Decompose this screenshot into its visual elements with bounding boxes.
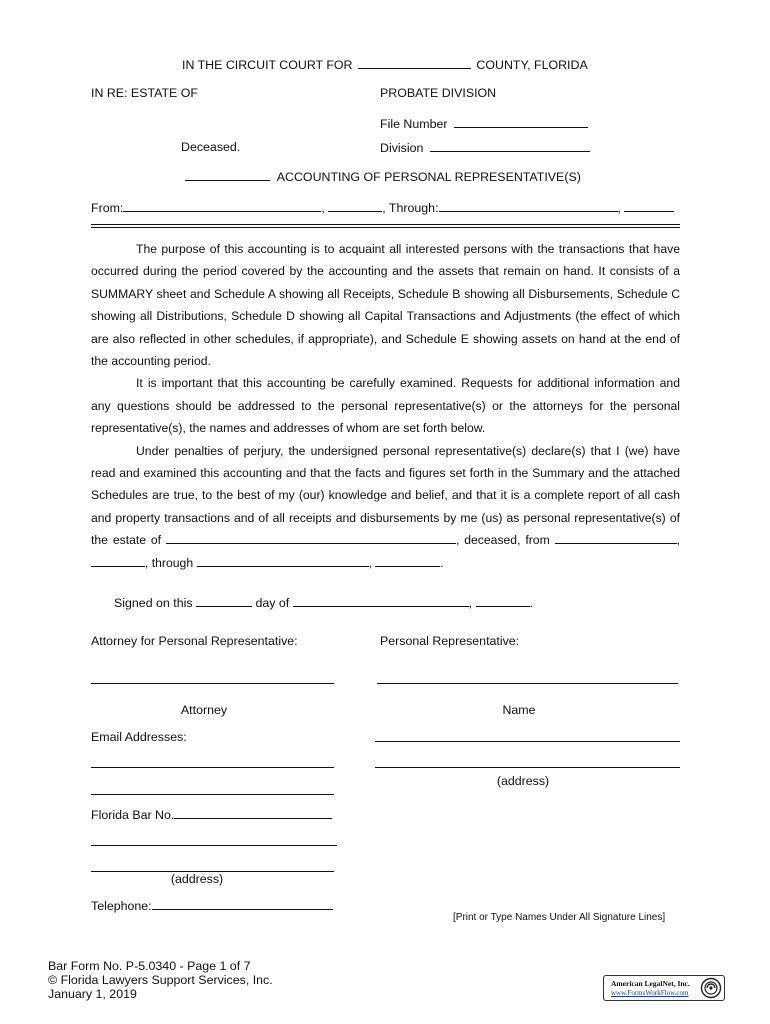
florida-bar-blank: [174, 807, 332, 819]
attorney-signature-line: [91, 683, 334, 684]
period-row: [91, 200, 674, 215]
file-number-blank: [454, 116, 588, 128]
attorney-address-label: (address): [170, 872, 224, 886]
from-date-blank-2: [555, 532, 677, 544]
title-blank: [185, 169, 270, 181]
from-date-blank: [123, 200, 321, 212]
file-number-label: File Number: [380, 117, 448, 131]
document-title-row: [185, 169, 581, 184]
florida-bar-row: [91, 807, 332, 822]
paragraph-purpose: The purpose of this accounting is to acquaint all interested persons with the transactions that have occurred during the period covered by the accounting and the assets that remain on hand. It consists of a SUMMARY sheet and Schedule A showing all Receipts, Schedule B showing all Disbursements, Schedule C showing all Distributions, Schedule D showing all Capital Transactions and Adjustments (the effect of which are also reflected in other schedules, if appropriate), and Schedule E showing assets on hand at the end of the accounting period.: [91, 242, 680, 369]
file-number-row: [380, 116, 588, 131]
court-prefix: IN THE CIRCUIT COURT FOR: [182, 58, 353, 72]
pr-address-line-2: [375, 767, 680, 768]
paragraph-perjury: Under penalties of perjury, the undersigned personal representative(s) declare(s) that I (we) have read and examined this accounting and that the facts and figures set forth in the Summary and the attached Schedules are true, to the best of my (our) knowledge and belief, and that it is a complete report of all cash and property transactions and of all receipts and disbursements by me (us) as personal representative(s) of the estate of , deceased, from , , through , .: [91, 443, 681, 570]
through-text: , through: [145, 555, 194, 570]
signed-year-blank: [476, 595, 530, 607]
double-rule-top: [91, 224, 680, 225]
signed-day-blank: [196, 595, 252, 607]
footer-date: January 1, 2019: [48, 987, 137, 1001]
telephone-label: Telephone:: [91, 899, 152, 913]
double-rule-bottom: [91, 227, 680, 228]
from-label: From:: [91, 201, 124, 215]
signature-note: [Print or Type Names Under All Signature Lines]: [453, 912, 666, 923]
paragraph-examine: It is important that this accounting be carefully examined. Requests for additional information and any questions should be addressed to the personal representative(s) or the attorneys for the personal representative(s), the names and addresses of whom are set forth below.: [91, 376, 680, 436]
through-date-blank: [439, 200, 618, 212]
body-text: [91, 238, 680, 574]
legalnet-emblem-icon: [700, 977, 722, 999]
through-date-blank-2: [197, 555, 369, 567]
division-label: Division: [380, 141, 424, 155]
pr-address-label: (address): [496, 774, 550, 788]
attorney-address-line-1: [91, 845, 337, 846]
attorney-label: Attorney: [180, 703, 228, 717]
end-period: .: [440, 555, 444, 570]
division-row: [380, 140, 590, 155]
pr-address-line-1: [375, 741, 680, 742]
signed-month-blank: [293, 595, 469, 607]
logo-company-name: American LegalNet, Inc.: [611, 979, 690, 988]
footer-form-number: Bar Form No. P-5.0340 - Page 1 of 7: [48, 959, 251, 973]
email-line-1: [91, 767, 334, 768]
from-year-blank-2: [91, 555, 145, 567]
through-year-blank: [624, 200, 674, 212]
logo-url[interactable]: www.FormsWorkFlow.com: [611, 989, 689, 997]
signed-period: .: [529, 596, 534, 610]
period-comma: ,: [321, 201, 325, 215]
division-blank: [430, 140, 590, 152]
estate-name-blank: [166, 532, 456, 544]
signed-day-of: day of: [255, 596, 290, 610]
deceased-label: Deceased.: [181, 140, 241, 154]
period-comma-2: ,: [617, 201, 621, 215]
signed-comma: ,: [468, 596, 473, 610]
from-year-blank: [328, 200, 382, 212]
pr-name-label: Name: [502, 703, 536, 717]
telephone-blank: [152, 898, 333, 910]
email-line-2: [91, 794, 334, 795]
pr-heading: Personal Representative:: [380, 634, 520, 648]
document-title: ACCOUNTING OF PERSONAL REPRESENTATIVE(S): [276, 170, 581, 184]
through-year-blank-2: [375, 555, 440, 567]
deceased-from-text: , deceased, from: [455, 533, 550, 548]
florida-bar-label: Florida Bar No.: [91, 808, 175, 822]
signed-row: [114, 595, 533, 610]
court-caption: [182, 57, 588, 72]
court-suffix: COUNTY, FLORIDA: [476, 58, 588, 72]
footer-copyright: © Florida Lawyers Support Services, Inc.: [48, 973, 273, 987]
telephone-row: [91, 898, 333, 913]
signed-prefix: Signed on this: [114, 596, 193, 610]
through-label: , Through:: [382, 201, 439, 215]
attorney-heading: Attorney for Personal Representative:: [91, 634, 298, 648]
in-re-label: IN RE: ESTATE OF: [91, 86, 198, 100]
american-legalnet-logo: [603, 975, 725, 1001]
division-title: PROBATE DIVISION: [380, 86, 497, 100]
email-label: Email Addresses:: [91, 730, 187, 744]
perjury-text: Under penalties of perjury, the undersigned personal representative(s) declare(s) that I (we) have read and examined this accounting and that the facts and figures set forth in the Summary and the attached Schedules are true, to the best of my (our) knowledge and belief, and that it is a complete report of all cash and property transactions and of all receipts and disbursements by me (us) as personal representative(s) of the estate of: [91, 443, 680, 548]
pr-signature-line: [377, 683, 678, 684]
county-blank: [358, 57, 471, 69]
